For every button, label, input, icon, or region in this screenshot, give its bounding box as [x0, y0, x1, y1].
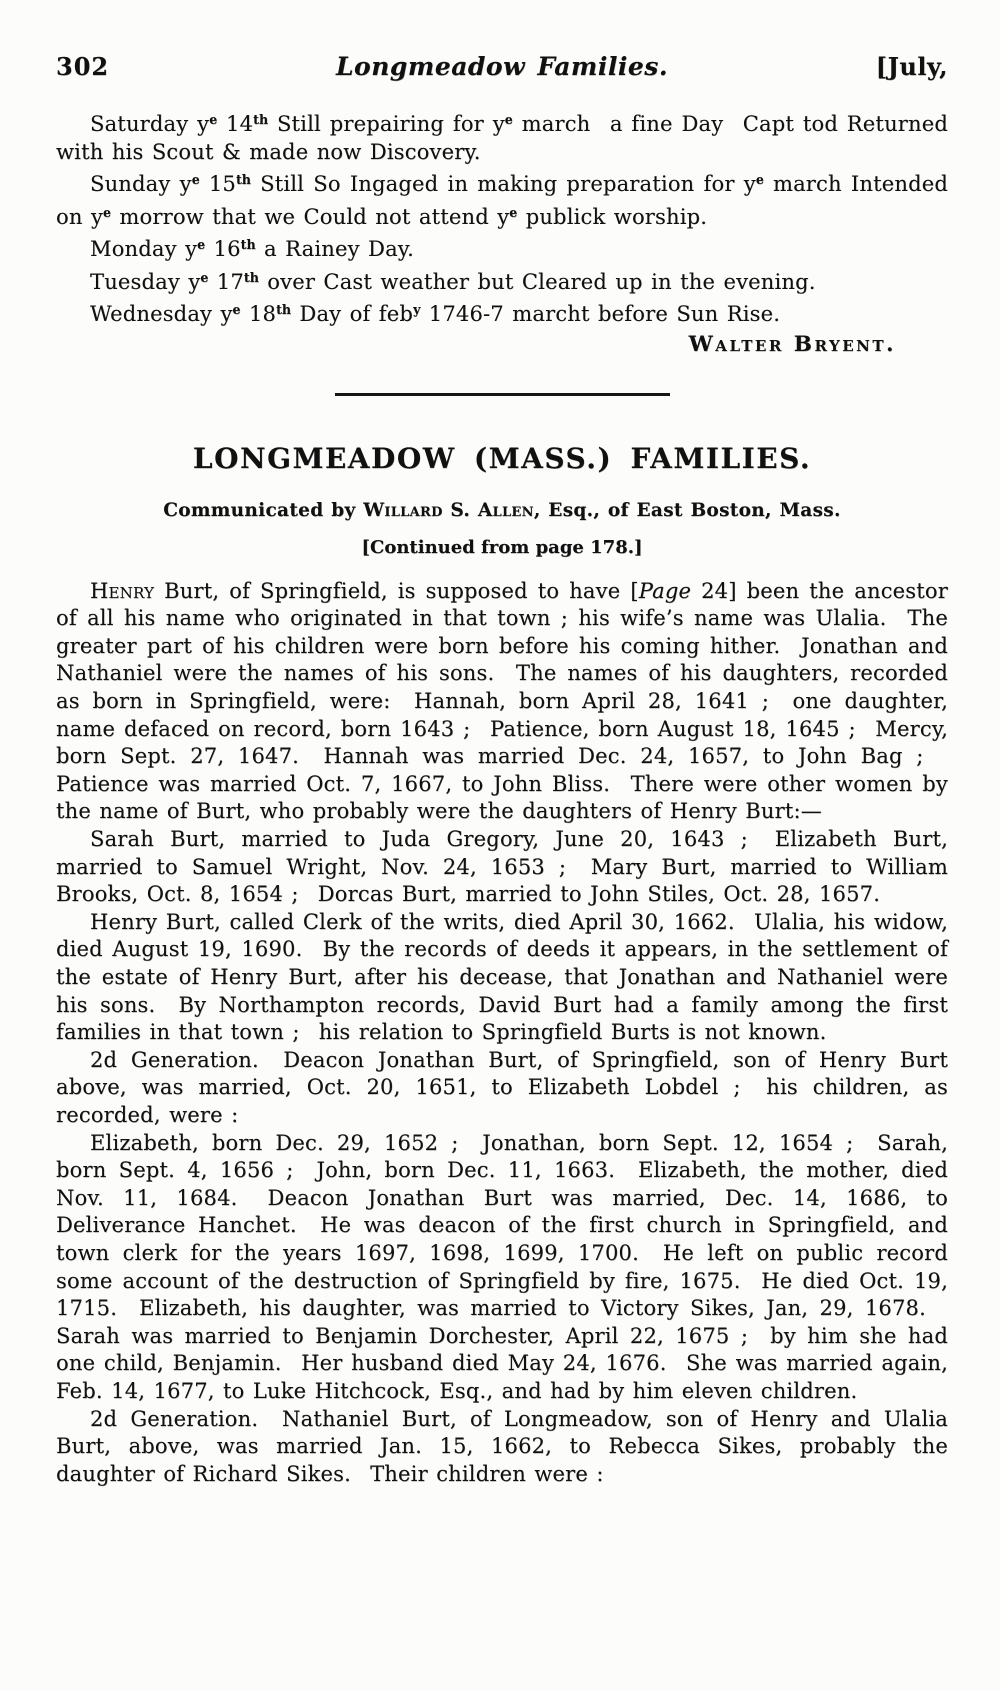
section-divider-rule — [335, 393, 670, 396]
diary-extract-section — [56, 106, 948, 357]
running-header — [56, 52, 948, 81]
article-paragraph-henry-death: Henry Burt, called Clerk of the writs, died April 30, 1662. Ulalia, his widow, died August 19, 1690. By the records of deeds it appears, in the settlement of the estate of Henry Burt, after his decease, that Jonathan and Nathaniel were his sons. By Northampton records, David Burt had a family among the first families in that town ; his relation to Springfield Burts is not known. — [56, 909, 948, 1045]
article-body-section — [56, 578, 948, 1489]
diary-entry-monday: Monday $y^e$ 16th a Rainey Day. — [90, 237, 414, 262]
running-title: Longmeadow Families. — [335, 52, 669, 81]
article-paragraph-2d-gen-nathaniel: 2d Generation. Nathaniel Burt, of Longmeadow, son of Henry and Ulalia Burt, above, was married Jan. 15, 1662, to Rebecca Sikes, probably the daughter of Richard Sikes. Their children were : — [56, 1406, 948, 1486]
author-signature: Walter Bryent. — [688, 331, 896, 357]
article-paragraph-daughters: Sarah Burt, married to Juda Gregory, June 20, 1643 ; Elizabeth Burt, married to Samuel Wright, Nov. 24, 1653 ; Mary Burt, married to William Brooks, Oct. 8, 1654 ; Dorcas Burt, married to John Stiles, Oct. 28, 1657. — [56, 827, 948, 907]
article-title: LONGMEADOW (MASS.) FAMILIES. — [192, 441, 812, 475]
diary-entry-tuesday: Tuesday $y^e$ 17th over Cast weather but Cleared up in the evening. — [90, 269, 816, 294]
article-paragraph-henry-burt: Henry Burt, of Springfield, is supposed to have [Page 24] been the ancestor of all his name who originated in that town ; his wife’s name was Ulalia. The greater part of his children were born before his coming hither. Jonathan and Nathaniel were the names of his sons. The names of his daughters, recorded as born in Springfield, were: Hannah, born April 28, 1641 ; one daughter, name defaced on record, born 1643 ; Patience, born August 18, 1645 ; Mercy, born Sept. 27, 1647. Hannah was married Dec. 24, 1657, to John Bag ; Patience was married Oct. 7, 1667, to John Bliss. There were other women by the name of Burt, who probably were the daughters of Henry Burt:— — [56, 578, 948, 824]
continued-from-note: [Continued from page 178.] — [361, 536, 643, 558]
diary-entry-wednesday: Wednesday $y^e$ 18th Day of feb$^y$ 1746-7 marcht before Sun Rise. — [90, 302, 781, 327]
article-paragraph-jonathan-children: Elizabeth, born Dec. 29, 1652 ; Jonathan, born Sept. 12, 1654 ; Sarah, born Sept. 4, 1656 ; John, born Dec. 11, 1663. Elizabeth, the mother, died Nov. 11, 1684. Deacon Jonathan Burt was married, Dec. 14, 1686, to Deliverance Hanchet. He was deacon of the first church in Springfield, and town clerk for the years 1697, 1698, 1699, 1700. He left on public record some account of the destruction of Springfield by fire, 1675. He died Oct. 19, 1715. Elizabeth, his daughter, was married to Victory Sikes, Jan, 29, 1678. Sarah was married to Benjamin Dorchester, April 22, 1675 ; by him she had one child, Benjamin. Her husband died May 24, 1676. She was married again, Feb. 14, 1677, to Luke Hitchcock, Esq., and had by him eleven children. — [56, 1130, 948, 1403]
diary-entry-sunday: Sunday $y^e$ 15th Still So Ingaged in making preparation for $y^e$ march Intended on $y^e$ morrow that we Could not attend $y^e$ publick worship. — [56, 172, 949, 229]
article-byline: Communicated by Willard S. Allen, Esq., of East Boston, Mass. — [163, 499, 841, 521]
diary-entry-saturday: Saturday $y^e$ 14th Still prepairing for $y^e$ march a fine Day Capt tod Returned with his Scout & made now Discovery. — [56, 111, 949, 164]
issue-date-label: [July, — [875, 52, 948, 81]
article-paragraph-2d-gen-jonathan: 2d Generation. Deacon Jonathan Burt, of Springfield, son of Henry Burt above, was married, Oct. 20, 1651, to Elizabeth Lobdel ; his children, as recorded, were : — [56, 1047, 948, 1127]
page-number: 302 — [56, 52, 110, 81]
